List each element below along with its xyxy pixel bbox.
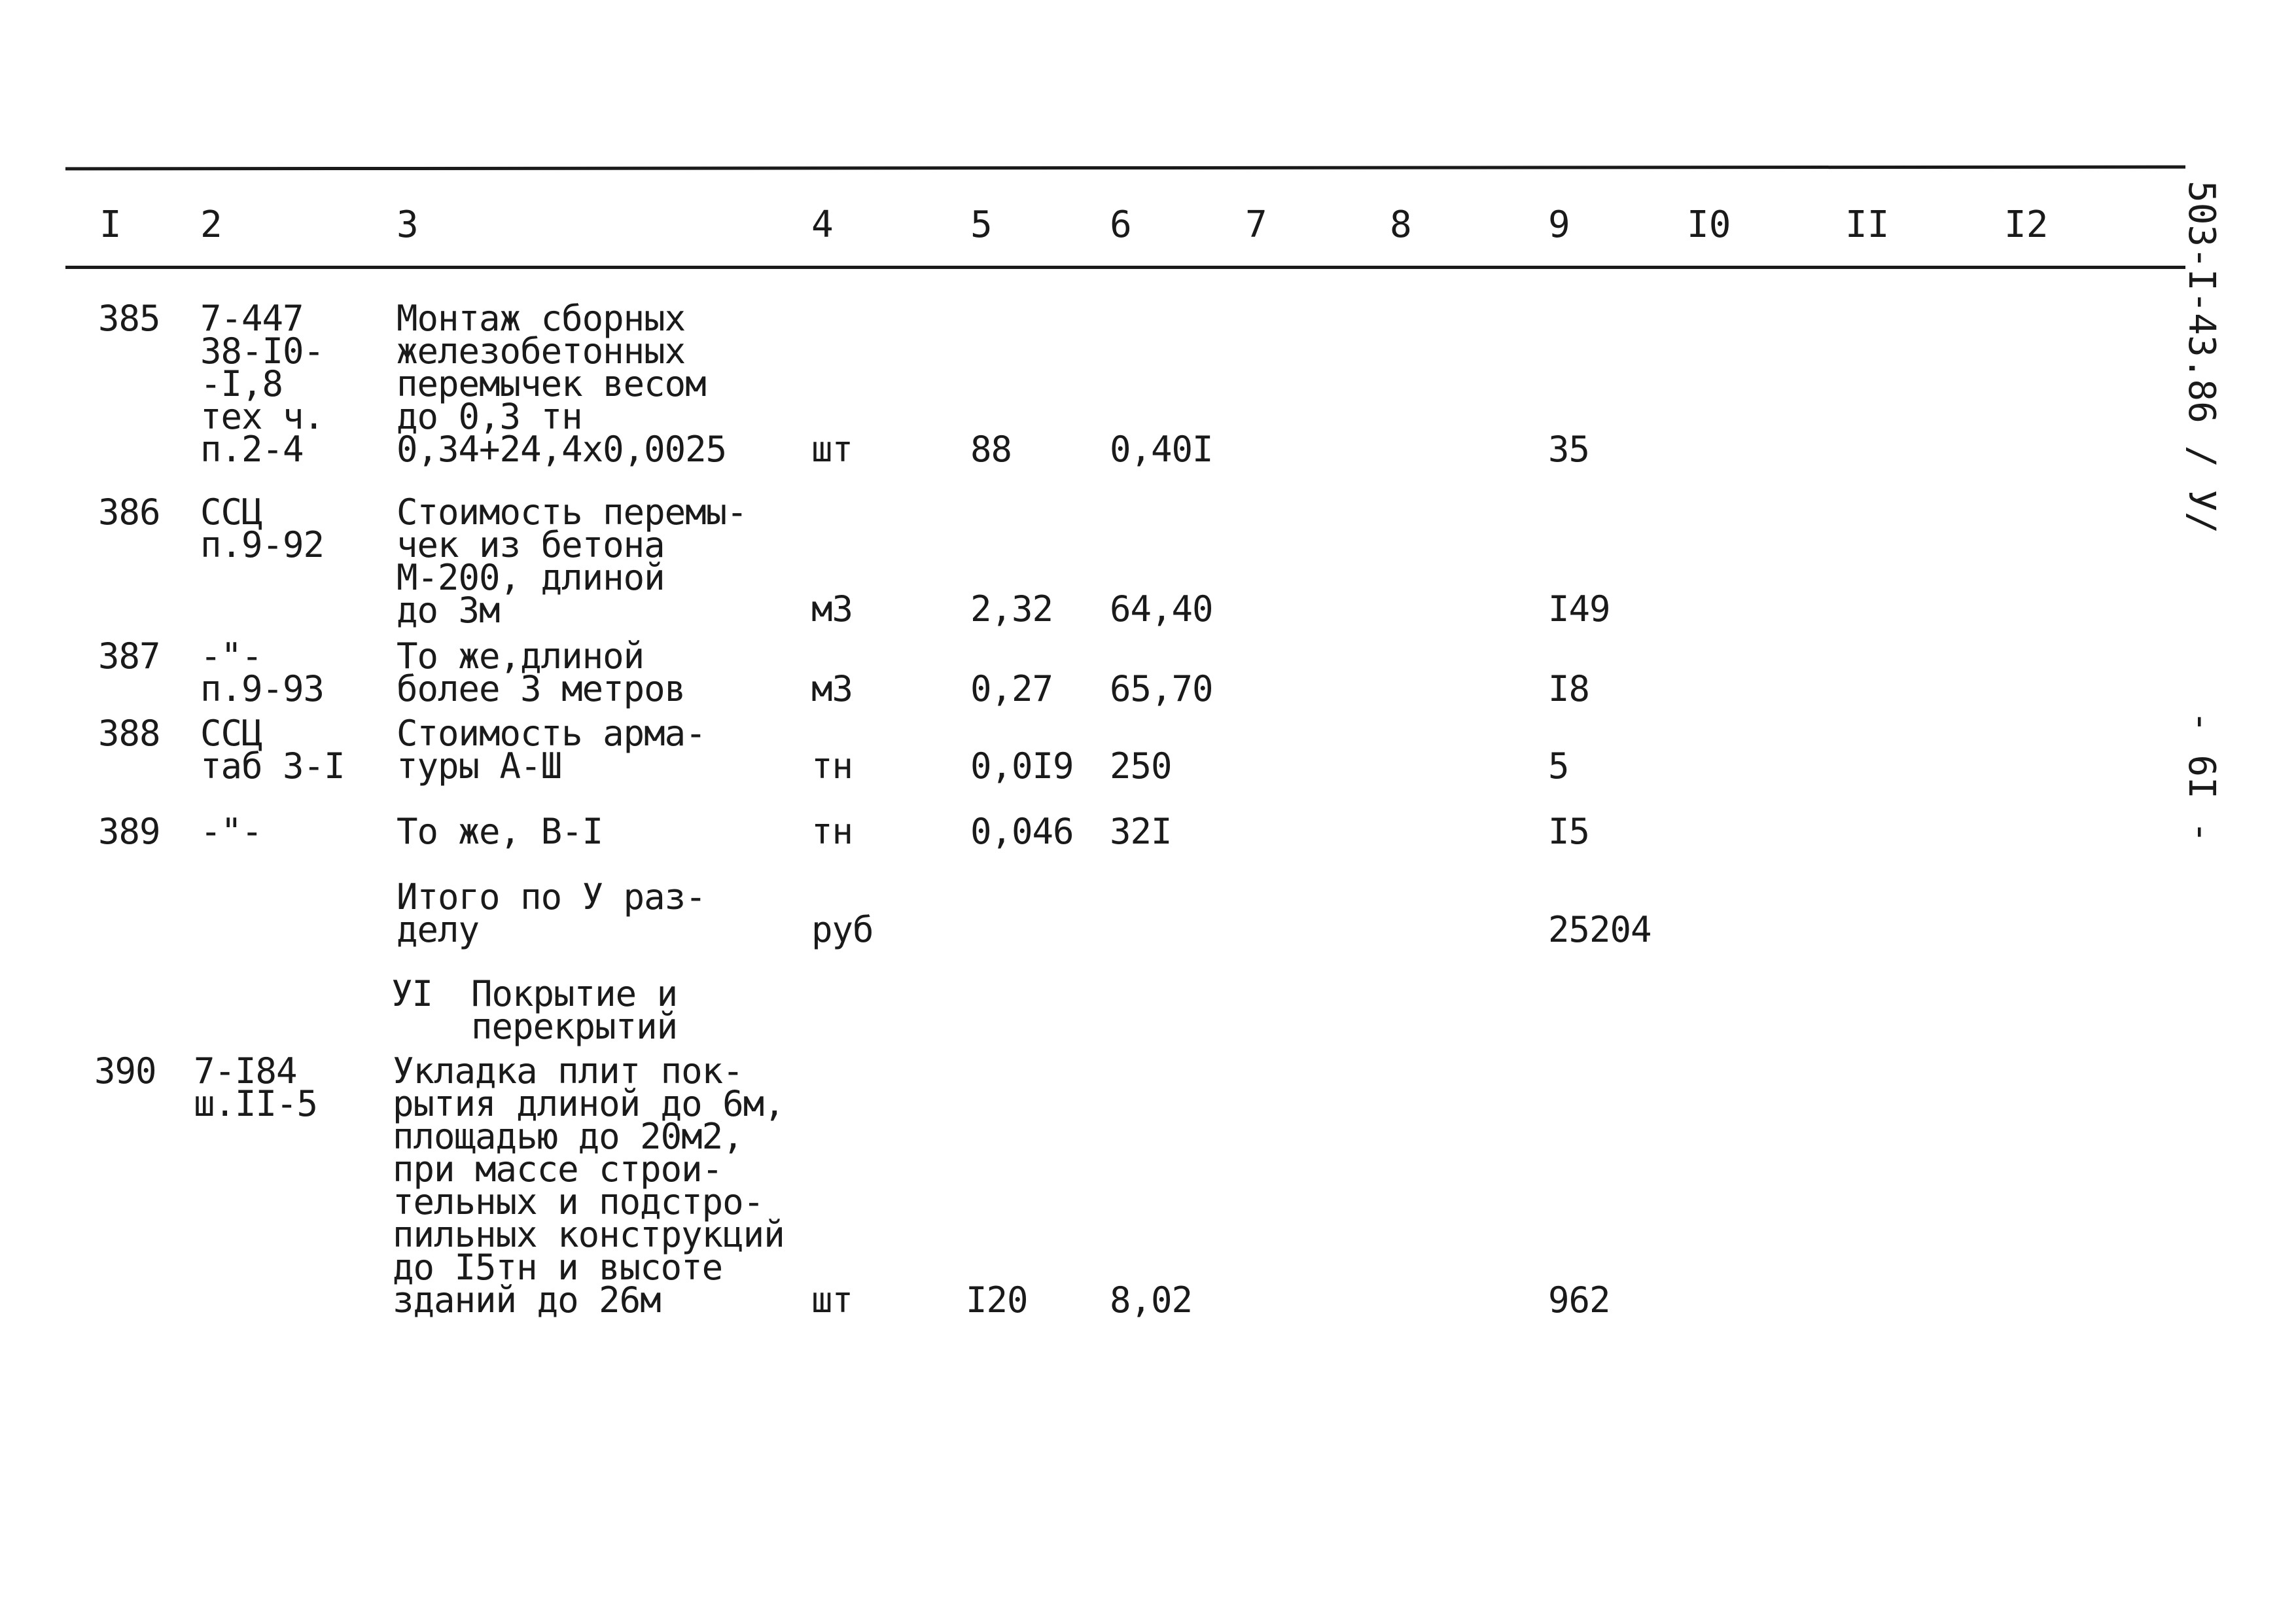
row-total: I5 [1548,811,1590,852]
row-code: 7-447 38-I0- -I,8 тех ч. п.2-4 [200,298,325,470]
row-quantity: 88 [970,429,1012,470]
row-total: 5 [1548,745,1569,787]
table-top-rule [65,166,2185,171]
row-unit-price: 64,40 [1110,588,1213,630]
row-quantity: 0,046 [970,811,1074,852]
subtotal-total: 25204 [1548,909,1651,950]
row-total: 35 [1548,429,1590,470]
table-header-rule [65,266,2185,269]
row-description: Стоимость перемы- чек из бетона М-200, длиной до 3м [397,491,747,631]
row-code: -"- [200,811,262,852]
row-total: I49 [1548,588,1610,630]
section-numeral: УI [391,973,433,1014]
page-number: - 6I - [2180,711,2223,844]
row-description: То же,длиной более 3 метров [397,635,686,709]
row-number: 387 [98,635,160,677]
subtotal-unit: руб [811,909,874,950]
row-unit-price: 8,02 [1110,1279,1193,1321]
row-quantity: I20 [966,1279,1028,1321]
col-header-12: I2 [2004,204,2049,246]
col-header-4: 4 [811,204,834,246]
row-unit: м3 [811,668,853,709]
row-description: То же, В-I [397,811,603,852]
row-number: 390 [94,1050,156,1092]
subtotal-description: Итого по У раз- делу [397,876,706,950]
row-unit: м3 [811,588,853,630]
col-header-7: 7 [1245,204,1267,246]
row-number: 385 [98,298,160,339]
row-description: Укладка плит пок- рытия длиной до 6м, площадью до 20м2, при массе строи- тельных и подстро- пильных конструкций до I5тн и высоте зданий до 26м [393,1050,785,1321]
col-header-10: I0 [1687,204,1731,246]
row-code: ССЦ таб 3-I [200,713,345,787]
section-title: Покрытие и перекрытий [471,973,678,1047]
row-code: ССЦ п.9-92 [200,491,325,565]
col-header-11: II [1845,204,1890,246]
col-header-6: 6 [1110,204,1132,246]
row-unit-price: 32I [1110,811,1172,852]
row-number: 389 [98,811,160,852]
row-unit: шт [811,1279,853,1321]
row-unit: тн [811,745,853,787]
row-unit-price: 0,40I [1110,429,1213,470]
row-total: I8 [1548,668,1590,709]
col-header-8: 8 [1390,204,1412,246]
col-header-3: 3 [397,204,419,246]
row-total: 962 [1548,1279,1610,1321]
col-header-2: 2 [200,204,222,246]
col-header-1: I [99,204,122,246]
row-unit: тн [811,811,853,852]
col-header-5: 5 [970,204,993,246]
row-code: 7-I84 ш.II-5 [194,1050,318,1124]
row-code: -"- п.9-93 [200,635,325,709]
row-quantity: 0,0I9 [970,745,1074,787]
col-header-9: 9 [1548,204,1570,246]
row-description: Стоимость арма- туры А-Ш [397,713,706,787]
document-code: 503-I-43.86 / У/ [2180,181,2223,534]
row-number: 386 [98,491,160,533]
row-unit-price: 250 [1110,745,1172,787]
row-quantity: 0,27 [970,668,1053,709]
row-unit-price: 65,70 [1110,668,1213,709]
row-unit: шт [811,429,853,470]
row-quantity: 2,32 [970,588,1053,630]
row-description: Монтаж сборных железобетонных перемычек весом до 0,3 тн 0,34+24,4x0,0025 [397,298,727,470]
row-number: 388 [98,713,160,754]
